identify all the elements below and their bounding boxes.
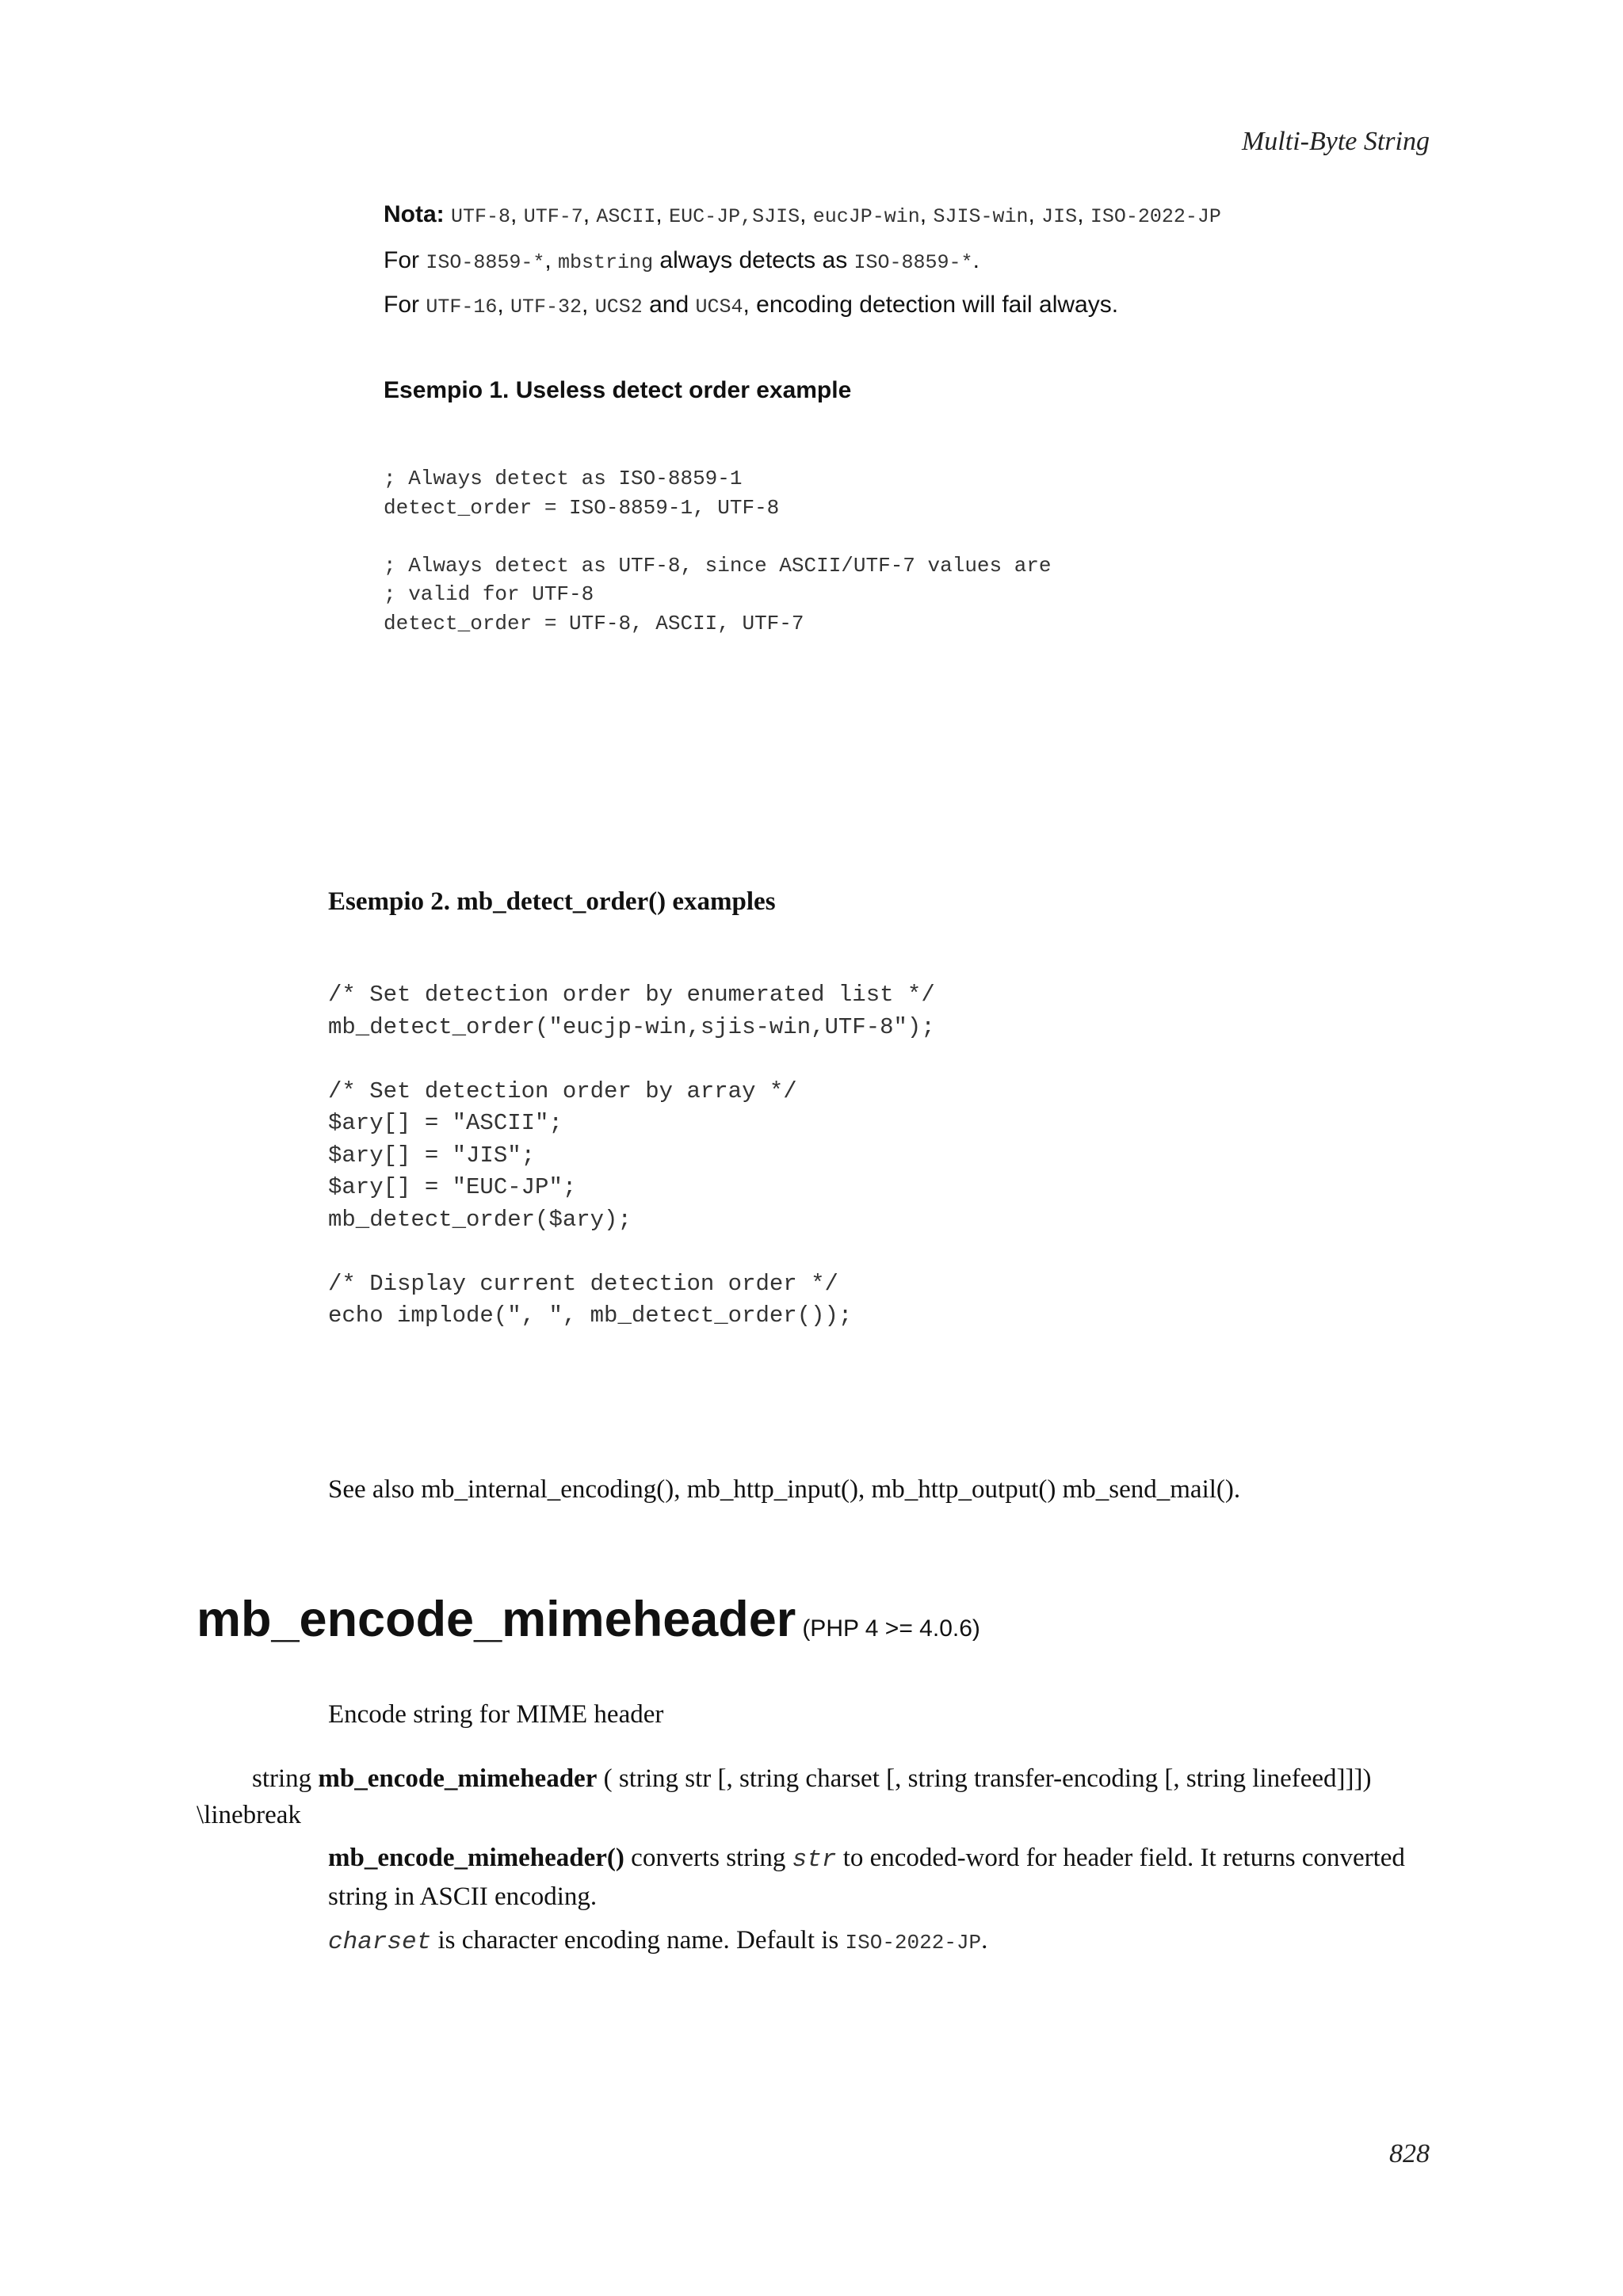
encoding-utf8: UTF-8 — [451, 205, 511, 228]
description-paragraph-2: charset is character encoding name. Default is ISO-2022-JP. — [328, 1926, 988, 1956]
param-str: str — [792, 1846, 837, 1874]
page-number: 828 — [1389, 2139, 1430, 2168]
example1-title: Esempio 1. Useless detect order example — [384, 377, 852, 403]
see-also: See also mb_internal_encoding(), mb_http_input(), mb_http_output() mb_send_mail(). — [328, 1475, 1241, 1504]
param-charset: charset — [328, 1928, 432, 1956]
desc-function-name: mb_encode_mimeheader() — [328, 1844, 624, 1872]
running-header: Multi-Byte String — [1241, 127, 1430, 156]
synopsis-return-type: string — [252, 1764, 319, 1793]
function-heading — [197, 1591, 980, 1648]
encoding-eucjp-sjis: EUC-JP,SJIS — [669, 205, 800, 228]
encoding-utf7: UTF-7 — [523, 205, 583, 228]
synopsis-function-name: mb_encode_mimeheader — [318, 1764, 598, 1793]
function-short-description: Encode string for MIME header — [328, 1700, 664, 1729]
default-charset: ISO-2022-JP — [845, 1931, 982, 1955]
encoding-ascii: ASCII — [596, 205, 656, 228]
synopsis-params: ( string str [, string charset [, string transfer-encoding [, string linefeed]]]) \linebreak — [197, 1764, 1372, 1829]
function-synopsis — [197, 1760, 1433, 1833]
description-paragraph-1: mb_encode_mimeheader() converts string str to encoded-word for header field. It returns converted string in ASCII encoding. — [328, 1844, 1405, 1911]
encoding-sjis-win: SJIS-win — [933, 205, 1029, 228]
example2-title: Esempio 2. mb_detect_order() examples — [328, 887, 776, 916]
encoding-jis: JIS — [1041, 205, 1078, 228]
encoding-eucjp-win: eucJP-win — [812, 205, 920, 228]
example1-code: ; Always detect as ISO-8859-1 detect_order = ISO-8859-1, UTF-8 ; Always detect as UTF-8, since ASCII/UTF-7 values are ; valid for UTF-8 detect_order = UTF-8, ASCII, UTF-7 — [384, 467, 1052, 635]
encoding-iso2022jp: ISO-2022-JP — [1090, 205, 1221, 228]
note-label: Nota: — [384, 201, 445, 227]
function-version: (PHP 4 >= 4.0.6) — [802, 1615, 980, 1642]
example2-code: /* Set detection order by enumerated list */ mb_detect_order("eucjp-win,sjis-win,UTF-8"); /* Set detection order by array */ $ary[] = "ASCII"; $ary[] = "JIS"; $ary[] = "EUC-JP"; mb_detect_order($ary); /* Display current detection order */ echo implode(", ", mb_detect_order()); — [328, 982, 935, 1329]
note-iso8859-line: For ISO-8859-*, mbstring always detects as ISO-8859-*. — [384, 247, 980, 274]
note-encodings-line: Nota: UTF-8, UTF-7, ASCII, EUC-JP,SJIS, eucJP-win, SJIS-win, JIS, ISO-2022-JP — [384, 201, 1221, 228]
function-name: mb_encode_mimeheader — [197, 1592, 796, 1647]
note-utf16-line: For UTF-16, UTF-32, UCS2 and UCS4, encoding detection will fail always. — [384, 292, 1119, 318]
